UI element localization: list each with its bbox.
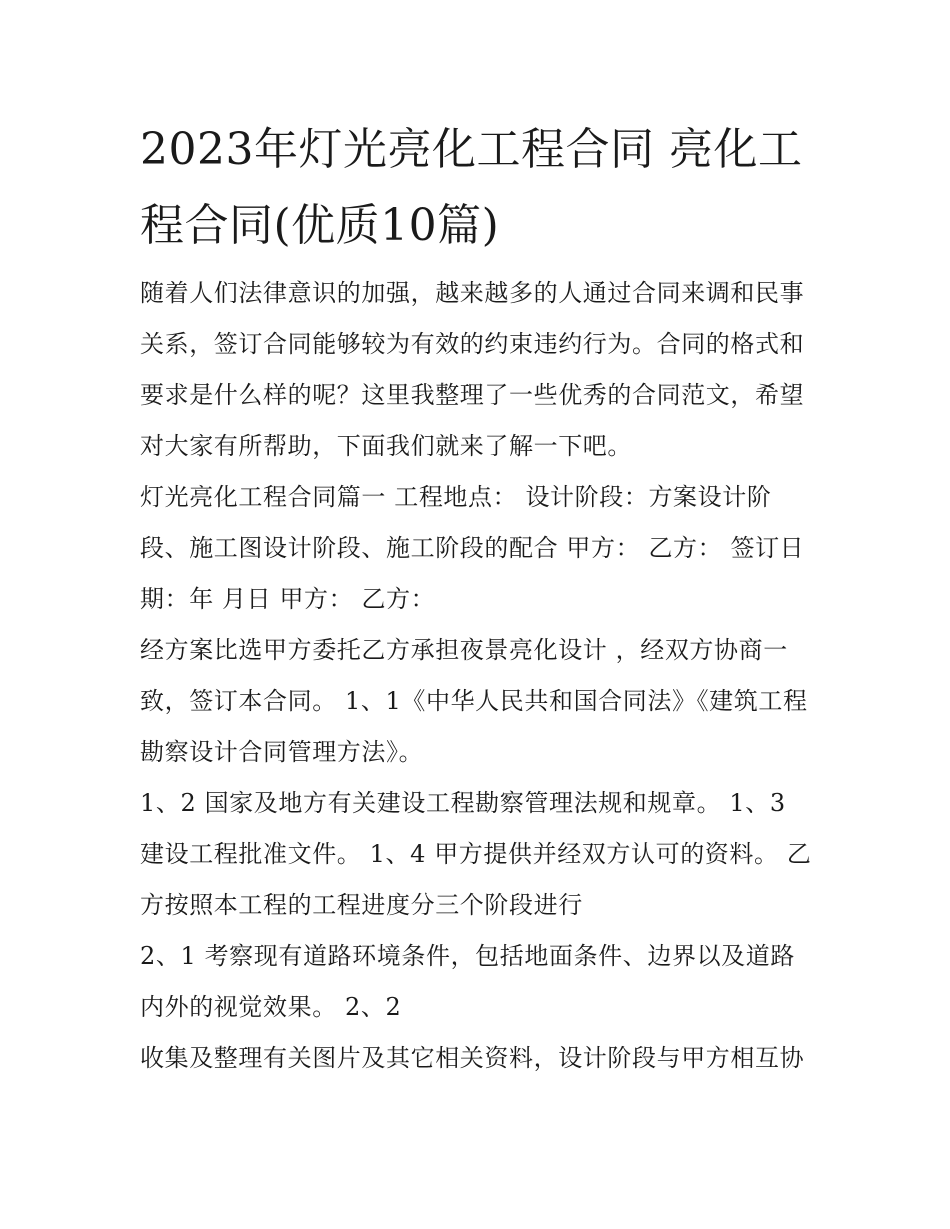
paragraph-collection: 收集及整理有关图片及其它相关资料，设计阶段与甲方相互协 — [140, 1044, 805, 1072]
paragraph-regulations: 1、2 国家及地方有关建设工程勘察管理法规和规章。 1、3 建设工程批准文件。 1、4 甲方提供并经双方认可的资料。 乙方按照本工程的工程进度分三个阶段进行 — [140, 789, 812, 919]
paragraph-survey: 2、1 考察现有道路环境条件，包括地面条件、边界以及道路内外的视觉效果。 2、2 — [140, 942, 795, 1021]
paragraph-contract-header: 灯光亮化工程合同篇一 工程地点： 设计阶段：方案设计阶段、施工图设计阶段、施工阶段的配合 甲方： 乙方： 签订日期：年 月日 甲方： 乙方： — [140, 483, 805, 613]
paragraph-intro: 随着人们法律意识的加强，越来越多的人通过合同来调和民事关系，签订合同能够较为有效的约束违约行为。合同的格式和要求是什么样的呢？这里我整理了一些优秀的合同范文，希望对大家有所帮助，下面我们就来了解一下吧。 — [140, 279, 805, 460]
paragraph-agreement: 经方案比选甲方委托乙方承担夜景亮化设计 ，经双方协商一致，签订本合同。 1、1《中华人民共和国合同法》《建筑工程勘察设计合同管理方法》。 — [140, 636, 808, 766]
document-body — [140, 112, 812, 1084]
document-title: 2023年灯光亮化工程合同 亮化工程合同(优质10篇) — [140, 124, 803, 251]
